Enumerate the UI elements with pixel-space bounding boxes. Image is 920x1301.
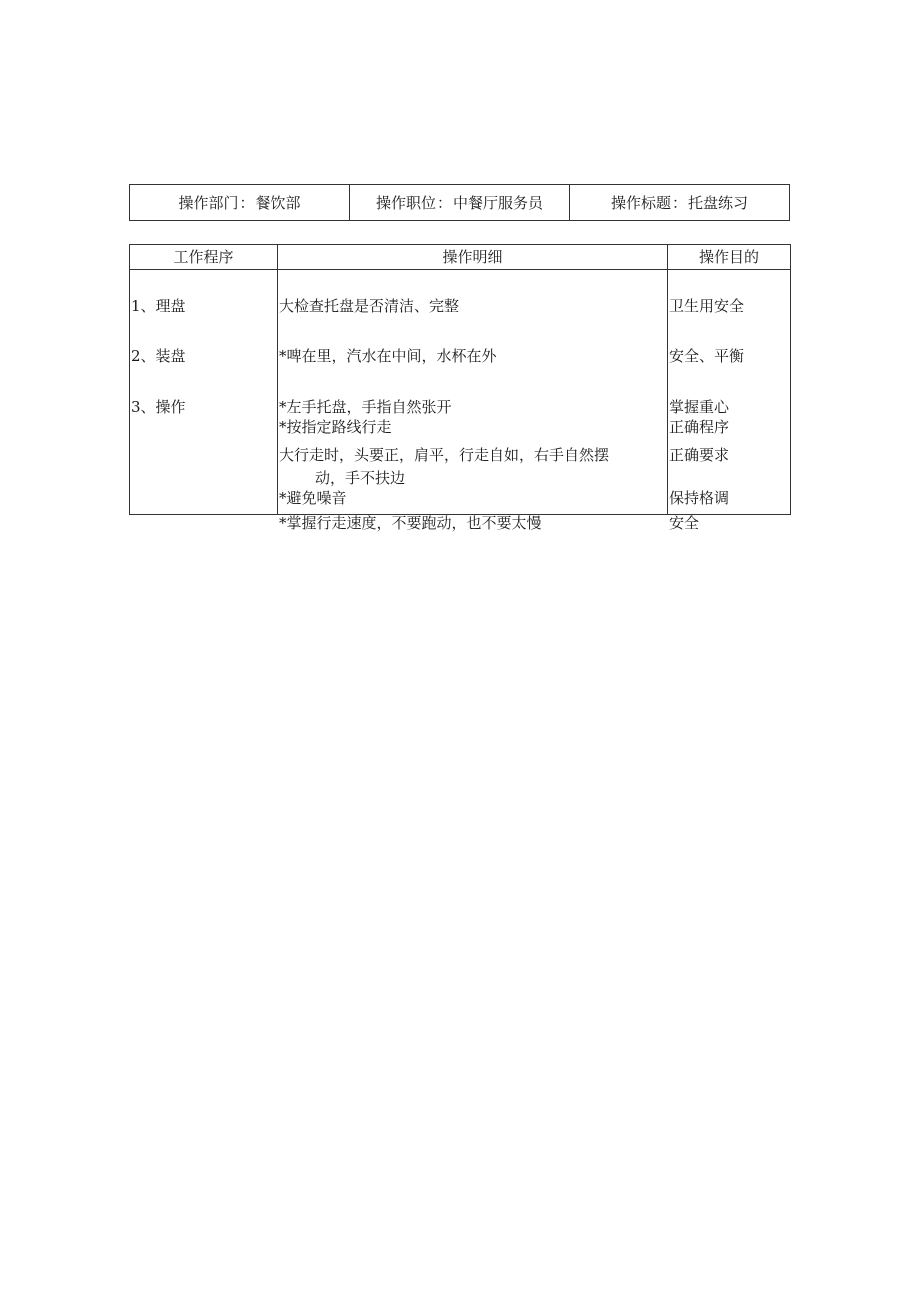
purpose-line: 安全、平衡 xyxy=(669,347,745,365)
details-column xyxy=(278,270,668,532)
procedure-step-1: 1、理盘 xyxy=(131,297,186,315)
purpose-column xyxy=(668,270,791,532)
table-header-row xyxy=(130,245,791,270)
procedure-table xyxy=(129,244,791,532)
detail-line: 大检查托盘是否清洁、完整 xyxy=(279,297,460,315)
separator: ： xyxy=(239,194,255,212)
column-header-procedure: 工作程序 xyxy=(130,245,278,270)
detail-line: *左手托盘，手指自然张开 xyxy=(279,398,452,416)
department-label: 操作部门 xyxy=(178,194,239,212)
title-value: 托盘练习 xyxy=(688,194,749,212)
separator: ： xyxy=(436,194,452,212)
position-cell xyxy=(350,185,570,220)
purpose-line: 正确要求 xyxy=(669,446,730,464)
detail-line: *避免噪音 xyxy=(279,489,347,507)
procedure-step-3: 3、操作 xyxy=(131,398,186,416)
title-label: 操作标题 xyxy=(610,194,671,212)
table-row xyxy=(130,270,791,515)
department-value: 餐饮部 xyxy=(255,194,301,212)
position-label: 操作职位 xyxy=(375,194,436,212)
department-cell xyxy=(130,185,350,220)
detail-line: *按指定路线行走 xyxy=(279,418,392,436)
purpose-line: 卫生用安全 xyxy=(669,297,745,315)
header-info-table xyxy=(129,184,790,221)
purpose-line: 掌握重心 xyxy=(669,398,730,416)
detail-line: *掌握行走速度，不要跑动，也不要太慢 xyxy=(279,514,542,532)
purpose-line: 保持格调 xyxy=(669,489,730,507)
column-header-purpose: 操作目的 xyxy=(668,245,791,270)
detail-line: 大行走时，头要正，肩平，行走自如，右手自然摆 xyxy=(279,446,610,464)
position-value: 中餐厅服务员 xyxy=(453,194,544,212)
purpose-line: 安全 xyxy=(669,514,700,532)
procedure-step-2: 2、装盘 xyxy=(131,347,186,365)
title-cell xyxy=(570,185,789,220)
purpose-line: 正确程序 xyxy=(669,418,730,436)
column-header-details: 操作明细 xyxy=(278,245,668,270)
detail-line: 动，手不扶边 xyxy=(315,469,406,487)
procedure-column xyxy=(130,270,278,515)
detail-line: *啤在里，汽水在中间，水杯在外 xyxy=(279,347,497,365)
separator: ： xyxy=(671,194,687,212)
